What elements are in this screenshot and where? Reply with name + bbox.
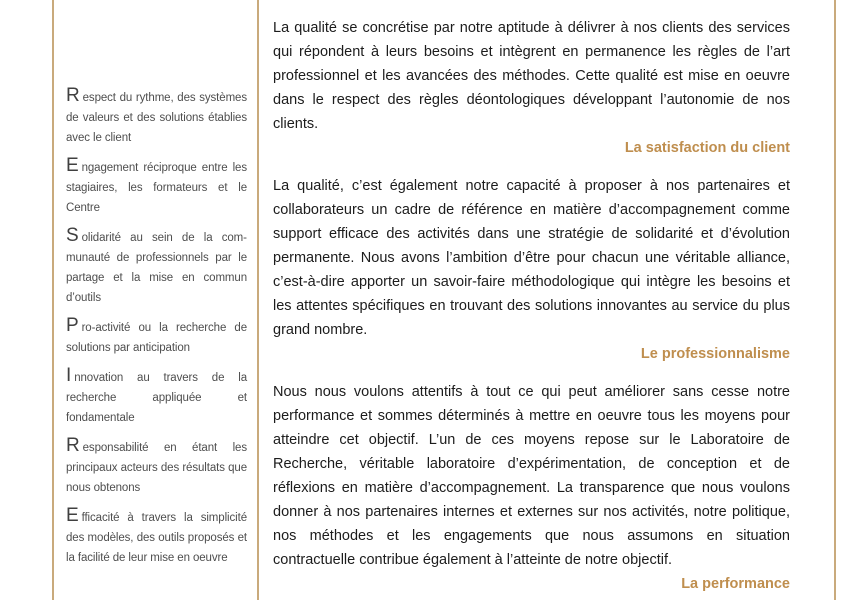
drop-cap-letter: S: [66, 225, 79, 246]
drop-cap-letter: P: [66, 315, 79, 336]
section-performance: [273, 380, 790, 596]
value-text: nnovation au travers de la recherche appliquée et fondamentale: [66, 372, 247, 424]
value-item-responsabilite: [66, 435, 247, 498]
value-item-proactivite: [66, 315, 247, 358]
value-item-innovation: [66, 365, 247, 428]
heading-professionnalisme: Le professionnalisme: [640, 346, 790, 362]
main-text-column: [259, 0, 834, 610]
value-text: espect du rythme, des systèmes de valeurs et des solutions établies avec le client: [66, 92, 247, 144]
paragraph-quality-services: La qualité se concrétise par notre aptitude à délivrer à nos clients des services qui répondent à leurs besoins et intègrent en permanence les règles de l’art professionnel et les avancées des méthodes. Cette qualité est mise en oeuvre dans le respect des règles déontologiques développant l’autonomie de nos clients.: [273, 20, 790, 132]
value-text: olidarité au sein de la communauté de professionnels par le partage et la mise en commun d’outils: [66, 232, 247, 304]
value-item-solidarite: [66, 225, 247, 308]
drop-cap-letter: E: [66, 155, 79, 176]
values-sidebar: [54, 0, 247, 578]
drop-cap-letter: I: [66, 365, 72, 386]
value-text: esponsabilité en étant les principaux acteurs des résultats que nous obtenons: [66, 442, 247, 494]
value-item-respect: [66, 85, 247, 148]
heading-performance: La performance: [681, 576, 790, 592]
drop-cap-letter: R: [66, 435, 80, 456]
paragraph-partners-framework: La qualité, c’est également notre capacité à proposer à nos partenaires et collaborateurs un cadre de référence en matière d’accompagnement comme support efficace des activités dans une stratégie de solidarité et d’évolution permanente. Nous avons l’ambition d’être pour chacun une véritable alliance, c’est-à-dire apporter un savoir-faire méthodologique qui intègre les besoins et les attentes spécifiques en trouvant des solutions innovantes au service du plus grand nombre.: [273, 178, 790, 338]
value-text: ngagement réciproque entre les stagiaires, les formateurs et le Centre: [66, 162, 247, 214]
drop-cap-letter: E: [66, 505, 79, 526]
value-item-engagement: [66, 155, 247, 218]
heading-satisfaction-client: La satisfaction du client: [624, 140, 790, 156]
value-item-efficacite: [66, 505, 247, 568]
drop-cap-letter: R: [66, 85, 80, 106]
value-text: ro-activité ou la recherche de solutions par anticipation: [66, 322, 247, 354]
section-satisfaction: [273, 16, 790, 160]
page-right-rule: [834, 0, 836, 600]
value-text: fficacité à travers la simplicité des modèles, des outils proposés et la facilité de leur mise en oeuvre: [66, 512, 247, 564]
paragraph-performance-objective: Nous nous voulons attentifs à tout ce qui peut améliorer sans cesse notre performance et sommes déterminés à mettre en oeuvre tous les moyens pour atteindre cet objectif. L’un de ces moyens repose sur le Laboratoire de Recherche, véritable laboratoire d’expérimentation, de conception et de réflexions en matière d’accompagnement. La transparence que nous voulons donner à nos partenaires internes et externes sur nos activités, notre politique, nos méthodes et les engagements que nous assumons en situation contractuelle contribue également à l’atteinte de notre objectif.: [273, 384, 790, 568]
section-professionnalisme: [273, 174, 790, 366]
